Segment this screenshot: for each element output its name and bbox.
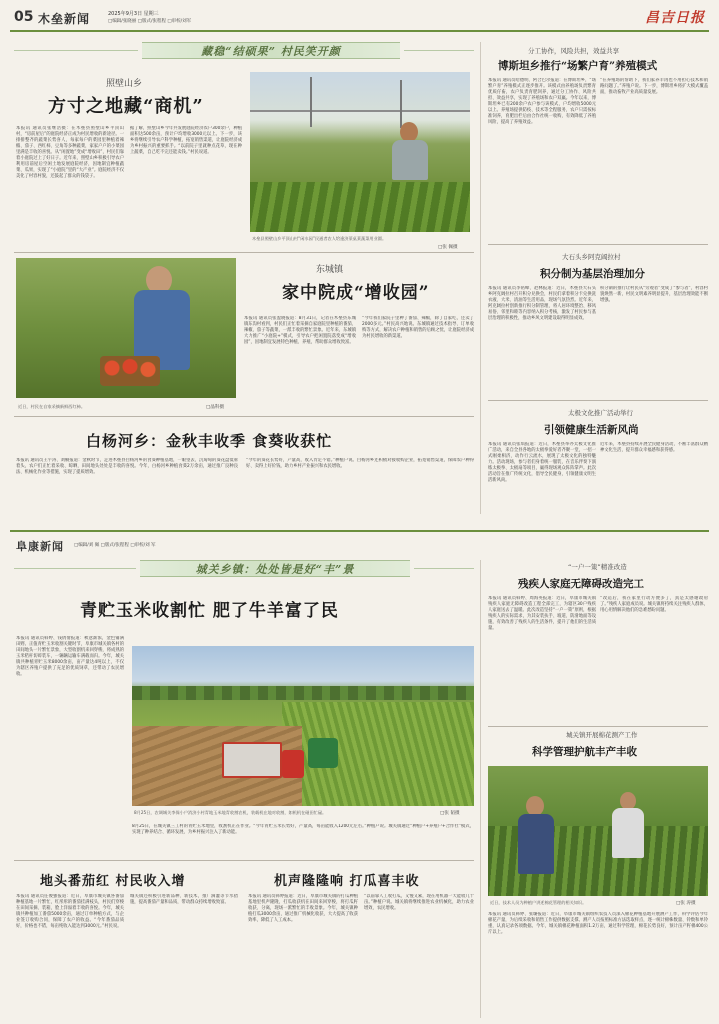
a3-body-2: “今年的葵花长势好，产量高，收入肯定不错。”种植户说。白杨河乡还积极对接收购企业，拓宽销售渠道，保障农户种得好、卖得上好价钱，助力乡村产业振兴和农民增收。 xyxy=(246,458,474,469)
a6-kicker: 太极文化推广活动举行 xyxy=(568,409,633,417)
harvester xyxy=(308,738,338,768)
top-column-divider xyxy=(480,42,481,514)
a6-body: 本报讯 通讯员张琪报道：近日，木垒县举办太极文化推广活动，来自全县各地的太极拳爱好者齐聚一堂，一招一式刚柔相济，动作行云流水，展现了太极文化的独特魅力。活动现场，参与者们身着统一服装，在音乐伴奏下演练太极拳、太极扇等项目，赢得现场观众阵阵掌声。此次活动旨在推广传统文化，倡导全民健身，引领健康文明生活新风尚。 xyxy=(488,442,596,483)
a1-body: 本报讯 通讯员张继浩摄：在木垒县照壁山乡平顶山村，“房前屋后”的庭院经济正成为村民增收的新途径。一排排整齐的蔬菜长势喜人，每家每户的菜园里种植着辣椒、茄子、西红柿、豆角等多种蔬菜，家家户户的小菜园里满是丰收的喜悦。从“闲置地”变成“增收田”，村民们靠着小庭院过上了好日子。近年来，照壁山乡积极引导农户利用房前屋后空闲土地发展庭院经济，因地制宜种植蔬菜、瓜果，实现了“小庭院”里的“大产业”。庭院经济不仅美化了村容村貌，还鼓起了群众的钱袋子。 xyxy=(16,126,124,179)
banner-line-right xyxy=(404,50,474,51)
rule-a2 xyxy=(14,416,474,417)
b1-body-2: 8月25日，在城关镇三工村的青贮玉米地里，收割机正在作业。“今年青贮玉米长势好，产量高，每亩能收入1200元左右。”种植户说。城关镇通过“种植户+养殖户+合作社”模式，实现了种养结合、循环发展，为乡村振兴注入了新动能。 xyxy=(132,824,474,835)
section-banner-top: 藏稳“结硕果” 村民笑开颜 xyxy=(142,42,400,59)
b5-caption: 近日，技术人员为种植户讲述棉花管理的相关知识。 xyxy=(490,900,587,905)
section-title-2: 阜康新闻 xyxy=(16,540,64,553)
tomato-basket xyxy=(100,356,160,386)
a6-title: 引领健康生活新风尚 xyxy=(544,424,639,436)
mid-rule xyxy=(10,530,709,532)
a1-credit: □张 佩摄 xyxy=(438,245,458,250)
greenhouse-frame xyxy=(250,110,470,140)
farmer-2-body xyxy=(612,808,644,858)
b4-title: 残疾人家庭无障碍改造完工 xyxy=(518,578,644,590)
pole-1 xyxy=(310,77,312,127)
section-banner-mid: 城关乡镇：处处皆是好“丰”景 xyxy=(140,560,410,577)
b1-caption: 8月25日，农调城关李保小户消济小村青地玉米地青收割农机，装载机在地对收割，如机机在碰田忙碌。 xyxy=(134,810,327,815)
farmer-2-figure xyxy=(608,792,648,862)
truck-cab xyxy=(282,750,304,778)
farmer-body xyxy=(392,140,428,180)
rule-a5 xyxy=(488,400,708,401)
a5-kicker: 大石头乡阿克阔拉村 xyxy=(562,253,621,261)
rule-a4 xyxy=(488,244,708,245)
technician-figure xyxy=(516,796,556,876)
tree-line xyxy=(132,686,474,700)
a1-kicker: 照壁山乡 xyxy=(106,79,143,89)
b5-body: 本报讯 通讯员韩婷、张璐报道：近日，阜康市城关镇组织农技人员深入棉花种植基地开展测产工作，科学评估今年棉花产量，为后续采收和销售工作提供数据支撑。测产人员按照标准方法选取样点，逐一统计棉株数量、铃数和单铃重，认真记录各项数据。今年，城关镇棉花种植面积1.2万亩，通过科学管理，棉花长势良好，预计亩产籽棉400公斤以上。 xyxy=(488,912,708,935)
a2-kicker: 东城镇 xyxy=(316,265,344,275)
a2-body: 本报讯 通讯员张盈晓报道：8月31日，记者在木垒县东城镇东沟村看到，村民们正忙着采摘自家庭院里种植的番茄、辣椒、茄子等蔬菜，一派丰收的繁忙景象。近年来，东城镇大力推广“小庭院+”模式，引导农户把闲置院落变成“增收园”，因地制宜发展特色种植、养殖，帮助群众增收致富。 xyxy=(244,316,356,345)
b1-photo xyxy=(132,646,474,806)
b4-body-2: “改造后，我在家里行动方便多了，真是太感谢政府了。”残疾人家庭成员说。城关镇将持续关注残疾人群体，用心用情解决他们的急难愁盼问题。 xyxy=(600,596,708,613)
truck xyxy=(222,742,282,778)
b2-body-2: 城关镇还积极引进新品种、新技术，推广滴灌等节水措施，提高番茄产量和品质，带动群众持续增收致富。 xyxy=(130,894,238,905)
b5-photo xyxy=(488,766,708,896)
technician-head xyxy=(526,796,544,816)
b5-credit: □张 涛摄 xyxy=(676,901,696,906)
editor-line: □编辑/张晓丽 □版式/张程程 □审校/刘军 xyxy=(108,19,192,24)
farmer-head xyxy=(400,122,418,142)
rule-b4 xyxy=(488,726,708,727)
rule-a1 xyxy=(14,252,474,253)
b3-body-2: “以前靠人工收打瓜，又慢又累，现在用机器一天能收几十亩。”种植户说。城关镇将继续推进农业机械化，助力农业增效、农民增收。 xyxy=(364,894,474,911)
b4-kicker: “一户一策”精准改造 xyxy=(568,563,627,571)
a1-body-2: 据了解，照壁山乡今年共发展庭院经济农户300余户，种植面积达500余亩，预计户均增收3000元以上。下一步，该乡将继续引导农户科学种植，拓宽销售渠道，让庭院经济成为乡村振兴的重要抓手。“以前院子里就种点花草，现在种上蔬菜，自己吃不完还能卖钱。”村民说道。 xyxy=(130,126,242,155)
masthead-2 xyxy=(0,534,480,558)
a1-caption: 木垒县照壁山乡平顶山村“闲水园”民通者农人给逢济莱桌莱蔬菜用业圆。 xyxy=(252,236,387,241)
a5-body-2: 积分制的推行让村民从“旁观者”变成了“参与者”，村容村貌焕然一新，村民文明素养明显提升，基层治理效能不断增强。 xyxy=(600,286,708,303)
a4-body-2: “在养殖场的帮助下，我们家养羊再也不用担心技术和销路问题了。”养殖户说。下一步，博斯坦乡将扩大模式覆盖面，推动畜牧产业高质量发展。 xyxy=(600,78,708,95)
b2-body: 本报讯 通讯员任俊强报道：近日，阜康市城关镇各番茄种植基地一片繁忙，红彤彤的番茄挂满枝头，村民们穿梭在田间采摘、装箱，脸上洋溢着丰收的喜悦。今年，城关镇共种植加工番茄5000余亩，通过订单种植方式，与企业签订收购合同，保障了农户的收益。“今年番茄品质好，价格也不错，每亩纯收入能达到3000元。”村民说。 xyxy=(16,894,124,929)
b3-body: 本报讯 通讯员韩婷报道：近日，阜康市城关镇的打瓜种植基地里机声隆隆，打瓜收获机在田间来回穿梭，将打瓜籽收获、分离，现场一派繁忙的丰收景象。今年，城关镇种植打瓜3000余亩，通过推广机械化收获，大大提高了收获效率，降低了人工成本。 xyxy=(248,894,358,923)
masthead xyxy=(0,0,719,32)
a4-body: 本报讯 通讯员哈德明、阿合巴尔报道：在博斯坦乡，“场繁户育”养殖模式正逐步推开。该模式由养殖场负责繁育优质仔畜，农户负责育肥饲养，通过分工协作、风险共担、效益共享，实现了养殖场和农户双赢。今年以来，博斯坦乡已有200余户农户参与该模式，户均增收5000元以上。养殖场提供防疫、技术等全程服务，农户只需按标准饲养，育肥出栏后由合作社统一收购，有效降低了养殖风险，提高了养殖效益。 xyxy=(488,78,596,125)
a2-credit: □晶科摄 xyxy=(206,405,225,410)
b1-title: 青贮玉米收割忙 肥了牛羊富了民 xyxy=(80,601,339,621)
a2-caption: 近日，村民在自家采摘新鲜西红柿。 xyxy=(18,404,86,409)
b5-kicker: 城关镇开展棉花测产工作 xyxy=(566,731,638,739)
bottom-column-divider xyxy=(480,560,481,1018)
a2-body-2: “今年我们家院子里种了番茄、辣椒，除了自家吃，还卖了2000多元。”村民高兴地说。东城镇通过技术指导、订单收购等方式，解决农户种植和销售的后顾之忧，让庭院经济成为村民增收的新渠道。 xyxy=(362,316,474,339)
a3-title: 白杨河乡：金秋丰收季 食葵收获忙 xyxy=(86,432,333,450)
rule-b1 xyxy=(14,860,474,861)
b1-credit: □张 韬摄 xyxy=(440,811,460,816)
issue-date: 2025年9月3日 星期三 xyxy=(108,11,159,17)
a2-photo xyxy=(16,258,236,398)
a6-body-2: 近年来，木垒县持续开展全民健身活动，不断丰富群众精神文化生活，提升群众幸福感和获得感。 xyxy=(600,442,708,453)
b4-body: 本报讯 通讯员韩婷、周海英报道：近日，阜康市城关镇残疾人家庭无障碍改造工程全部完工，为辖区30户残疾人家庭送去了温暖。此次改造坚持“一户一策”原则，根据残疾人的实际需求，为其安装扶手、坡道、防滑地面等设施，有效改善了残疾人的生活条件，提升了他们的生活质量。 xyxy=(488,596,596,631)
a1-title: 方寸之地藏“商机” xyxy=(48,96,204,117)
a2-title: 家中院成“增收园” xyxy=(282,283,430,303)
section-title: 木垒新闻 xyxy=(38,12,91,26)
a5-body: 本报讯 通讯员李铭峰、赵林报道：近日，木垒县大石头乡阿克阔拉村召开积分兑换会，村民们拿着积分卡兑换洗衣液、大米、清油等生活用品，现场气氛热烈。近年来，阿克阔拉村创新推行积分制管理，将人居环境整治、移风易俗、邻里和睦等内容纳入积分考核，激发了村民参与基层治理的积极性，推动乡风文明建设取得明显成效。 xyxy=(488,286,596,321)
a4-title: 博斯坦乡推行“场繁户育”养殖模式 xyxy=(498,60,658,72)
editor-line-2: □编辑/刘 佩 □版式/张程程 □审校/刘 军 xyxy=(74,543,156,548)
a3-body: 本报讯 通讯员王宇涛、刘楠报道：金秋时节，走进木垒县白杨河乡的食葵种植基地，一眼望去，沉甸甸的葵花盘低垂着头，农户们正忙着采收、晾晒，田间地头处处是丰收的喜悦。今年，白杨河乡种植食葵2万余亩，通过推广良种良法、机械化作业等措施，实现了提质增效。 xyxy=(16,458,238,475)
banner-mid-line-right xyxy=(414,568,474,569)
a5-title: 积分制为基层治理加分 xyxy=(540,268,645,280)
page-number: 05 xyxy=(14,9,34,25)
newspaper-logo: 昌吉日报 xyxy=(645,10,705,26)
masthead-rule xyxy=(10,30,709,32)
technician-body xyxy=(518,814,554,874)
b2-title: 地头番茄红 村民收入增 xyxy=(40,874,186,889)
pole-2 xyxy=(400,80,402,128)
a4-kicker: 分工协作，风险共担，效益共享 xyxy=(528,47,619,55)
b1-body: 本报讯 通讯员韩婷、钱倩倩报道：秋意渐浓，金色铺满田野。正值青贮玉米收割关键时节，阜康市城关镇各村的田间地头一片繁忙景象，大型收割机来回穿梭，将成熟的玉米秸秆切碎装车，一辆辆运输车满载而归。今年，城关镇共种植青贮玉米8000余亩，亩产量达4吨以上，不仅为辖区养殖户提供了充足的优质饲草，还带动了农民增收。 xyxy=(16,636,124,677)
crop-rows xyxy=(250,182,470,232)
banner-mid-line-left xyxy=(14,568,136,569)
banner-line-left xyxy=(14,50,138,51)
a1-photo xyxy=(250,72,470,232)
b3-title: 机声隆隆响 打瓜喜丰收 xyxy=(274,874,420,889)
b5-title: 科学管理护航丰产丰收 xyxy=(532,746,637,758)
